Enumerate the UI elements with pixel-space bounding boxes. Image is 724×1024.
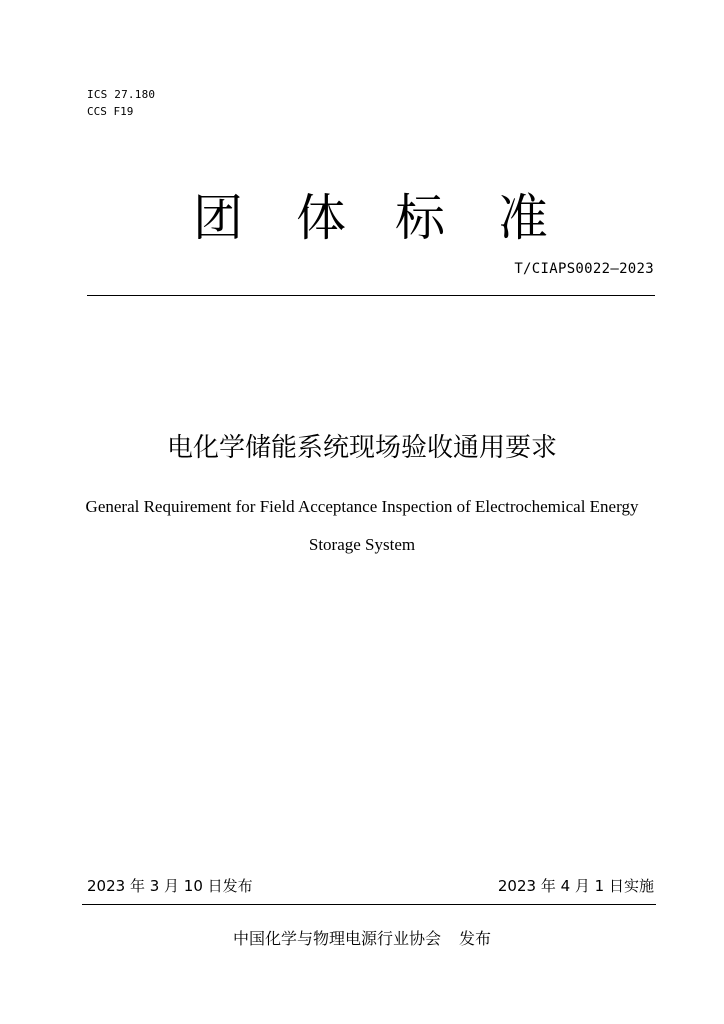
document-type-char: 标: [395, 189, 445, 247]
publisher-action: 发布: [459, 929, 492, 948]
publisher-name: 中国化学与物理电源行业协会: [232, 929, 441, 948]
title-chinese: 电化学储能系统现场验收通用要求: [166, 433, 557, 463]
top-divider: [87, 295, 655, 296]
title-english-line-2: Storage System: [308, 535, 416, 554]
bottom-divider: [82, 904, 656, 905]
document-type-char: 准: [498, 189, 548, 247]
document-type-char: 体: [296, 189, 346, 247]
publisher-line: [0, 928, 724, 950]
document-type-heading: [0, 188, 724, 252]
implementation-date: 2023 年 4 月 1 日实施: [497, 877, 654, 895]
title-english-line-1: General Requirement for Field Acceptance Inspection of Electrochemical Energy: [85, 497, 639, 516]
ics-code: ICS 27.180: [87, 88, 156, 101]
ccs-code: CCS F19: [87, 105, 134, 118]
document-type-char: 团: [193, 189, 243, 247]
document-number: T/CIAPS0022—2023: [514, 261, 654, 277]
issue-date: 2023 年 3 月 10 日发布: [87, 877, 253, 895]
